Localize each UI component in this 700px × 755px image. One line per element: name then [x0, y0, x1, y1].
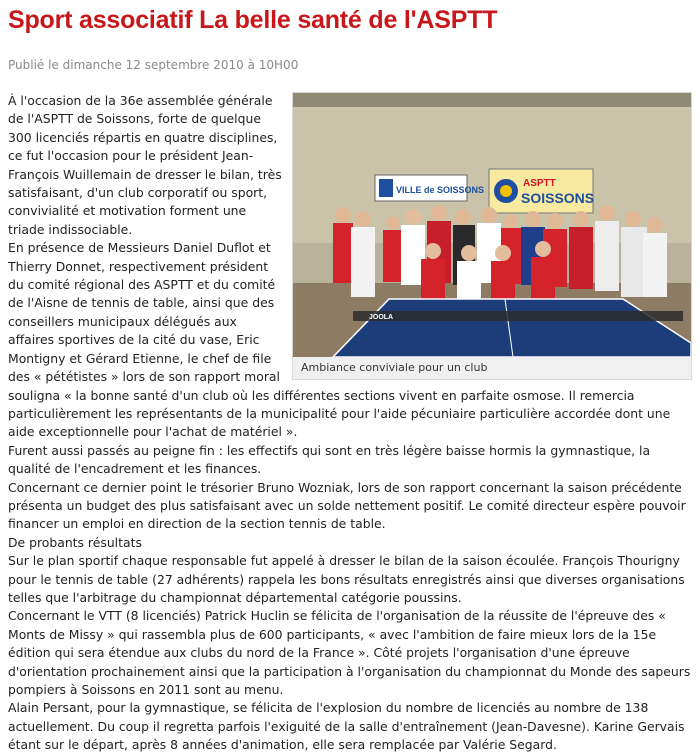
banner-soissons-text: SOISSONS	[521, 190, 595, 206]
photo-figure	[292, 92, 692, 380]
article-body	[8, 92, 692, 755]
paragraph: Alain Persant, pour la gymnastique, se félicita de l'explosion du nombre de licenciés au nombre de 138 actuellement. Du coup il regretta parfois l'exiguité de la salle d'entraînement (Jean-Davesne). Karine Gervais étant sur le départ, après 8 années d'animation, elle sera remplacée par Valérie Segard.	[8, 700, 685, 753]
photo-caption: Ambiance conviviale pour un club	[301, 361, 488, 374]
section-subheading: De probants résultats	[8, 534, 142, 550]
paragraph: En présence de Messieurs Daniel Duflot et Thierry Donnet, respectivement président du comité régional des ASPTT et du comité de l'Aisne de tennis de table, ainsi que des conseillers municipaux délégués aux affaires sportives de la cité du vase, Eric Montigny et Gérard Etienne, le chef de file des « pététistes » lors de son rapport moral souligna « la bonne santé d'un club où les différentes sections vivent en parfaite osmose. Il remercia particulièrement les représentants de la municipalité pour l'aide pécuniaire particulière accordée dont une aide exceptionnelle pour l'achat de matériel ».	[8, 240, 671, 440]
paragraph: Concernant le VTT (8 licenciés) Patrick Huclin se félicita de l'organisation de la réussite de l'épreuve des « Monts de Missy » qui rassembla plus de 600 participants, « avec l'ambition de faire mieux lors de la 15e édition qui sera étendue aux clubs du nord de la France ». Côté projets l'organisation d'une épreuve d'orientation prochainement ainsi que la participation à l'organisation du championnat du Monde des sapeurs pompiers à Soissons en 2011 sont au menu.	[8, 608, 691, 697]
paragraph: Furent aussi passés au peigne fin : les effectifs qui sont en très légère baisse hormis la gymnastique, la qualité de l'encadrement et les finances.	[8, 442, 651, 477]
table-brand-text: JOOLA	[369, 314, 394, 321]
publish-date: Publié le dimanche 12 septembre 2010 à 10H00	[8, 58, 299, 72]
paragraph: Concernant ce dernier point le trésorier Bruno Wozniak, lors de son rapport concernant la saison précédente présenta un budget des plus satisfaisant avec un solde nettement positif. Le comité directeur espère pouvoir financer un emploi en direction de la section tennis de table.	[8, 479, 686, 532]
article-title: Sport associatif La belle santé de l'ASPTT	[8, 6, 498, 34]
paragraph: À l'occasion de la 36e assemblée générale de l'ASPTT de Soissons, forte de quelque 300 licenciés répartis en quatre disciplines, ce fut l'occasion pour le président Jean-François Wuillemain de dresser le bilan, très satisfaisant, d'un club corporatif ou sport, convivialité et motivation forment une triade indissociable.	[8, 93, 282, 237]
paragraph: Sur le plan sportif chaque responsable fut appelé à dresser le bilan de la saison écoulée. François Thourigny pour le tennis de table (27 adhérents) rappela les bons résultats enregistrés ainsi que diverses organisations telles que l'arbitrage du championnat départemental catégorie poussins.	[8, 553, 685, 605]
group-photo	[293, 93, 691, 357]
banner-asptt-small: ASPTT	[523, 178, 556, 189]
banner-ville-text: VILLE de SOISSONS	[396, 185, 485, 195]
